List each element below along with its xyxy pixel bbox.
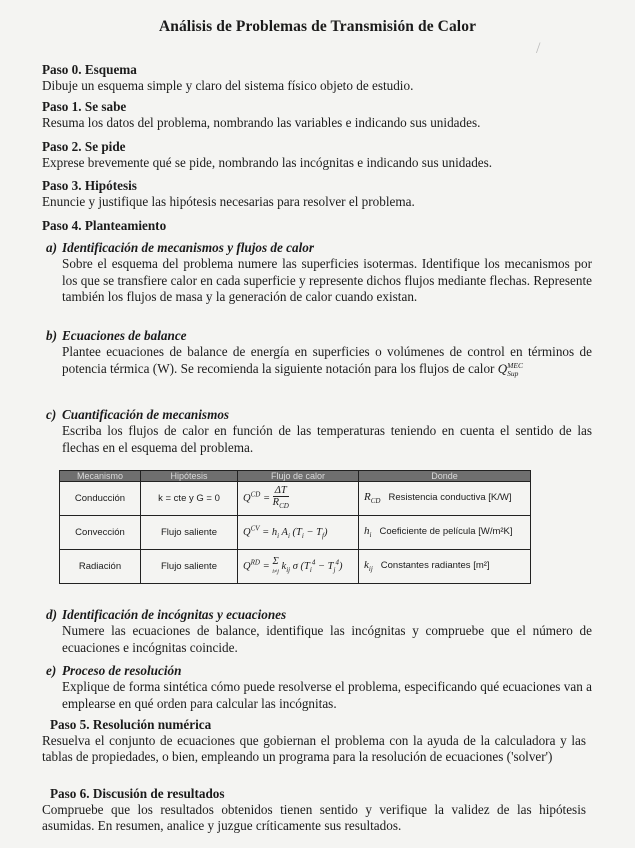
- subsection-d-letter: d): [46, 607, 57, 622]
- section-paso-4: [42, 218, 590, 234]
- subsection-b-heading: Ecuaciones de balance: [62, 328, 187, 343]
- cell-donde: $h_i$ Coeficiente de película [W/m²K]: [359, 516, 531, 550]
- subsection-b: [46, 328, 594, 378]
- table-header: Hipótesis: [141, 471, 238, 482]
- paso-2-text: Exprese brevemente qué se pide, nombrando las incógnitas e indicando sus unidades.: [42, 155, 493, 170]
- table-header: Mecanismo: [60, 471, 141, 482]
- cell-mecanismo: Convección: [60, 516, 141, 550]
- section-paso-1: [42, 99, 590, 131]
- paso-0-heading: Paso 0. Esquema: [42, 62, 137, 77]
- paso-1-text: Resuma los datos del problema, nombrando las variables e indicando sus unidades.: [42, 115, 481, 130]
- cell-mecanismo: Radiación: [60, 550, 141, 584]
- section-paso-3: [42, 178, 590, 210]
- paso-3-text: Enuncie y justifique las hipótesis necesarias para resolver el problema.: [42, 194, 415, 209]
- cell-mecanismo: Conducción: [60, 482, 141, 516]
- cell-hipotesis: Flujo saliente: [141, 550, 238, 584]
- paso-5-heading: Paso 5. Resolución numérica: [50, 717, 212, 732]
- subsection-b-letter: b): [46, 328, 57, 343]
- section-paso-0: [42, 62, 590, 94]
- subsection-a-text: Sobre el esquema del problema numere las superficies isotermas. Identifique los mecanismos por los que se transfiere calor en cada superficie y represente dichos flujos mediante flechas. Represente también los flujos de masa y la generación de calor cuando existan.: [62, 256, 592, 304]
- subsection-a-heading: Identificación de mecanismos y flujos de calor: [62, 240, 315, 255]
- table-row: [60, 482, 531, 516]
- table-row: [60, 516, 531, 550]
- cell-hipotesis: k = cte y G = 0: [141, 482, 238, 516]
- section-paso-5: [42, 717, 594, 765]
- subsection-e-heading: Proceso de resolución: [62, 663, 182, 678]
- cell-formula: $Q^{CV} = h_i$ $A_i$ $(T_i - T_f)$: [238, 516, 359, 550]
- pencil-mark-icon: /: [536, 40, 541, 57]
- paso-3-heading: Paso 3. Hipótesis: [42, 178, 137, 193]
- mechanisms-table: [59, 470, 531, 584]
- subsection-c-text: Escriba los flujos de calor en función de las temperaturas teniendo en cuenta el sentido de las flechas en el esquema del problema.: [62, 423, 592, 455]
- page-title: Análisis de Problemas de Transmisión de Calor: [158, 18, 477, 35]
- table-header: Donde: [359, 471, 531, 482]
- cell-formula: $Q^{RD} = \Sigma$ i≠j $k_{ij}$ σ $(T_i^4 - T_j^4)$: [238, 550, 359, 584]
- subsection-d-text: Numere las ecuaciones de balance, identifique las incógnitas y compruebe que el número de ecuaciones e incógnitas coincide.: [62, 623, 592, 655]
- subsection-d-heading: Identificación de incógnitas y ecuaciones: [62, 607, 287, 622]
- subsection-b-body: Plantee ecuaciones de balance de energía en superficies o volúmenes de control en términos de potencia térmica (W). Se recomienda la siguiente notación para los flujos de calor: [62, 344, 592, 376]
- paso-1-heading: Paso 1. Se sabe: [42, 99, 127, 114]
- table-header-row: [60, 471, 531, 482]
- subsection-e-letter: e): [46, 663, 57, 678]
- cell-hipotesis: Flujo saliente: [141, 516, 238, 550]
- subsection-e-text: Explique de forma sintética cómo puede resolverse el problema, especificando qué ecuaciones van a emplearse en qué orden para calcular las incógnitas.: [62, 679, 592, 711]
- section-paso-2: [42, 139, 590, 171]
- paso-6-heading: Paso 6. Discusión de resultados: [50, 786, 225, 801]
- paso-6-text: Compruebe que los resultados obtenidos tienen sentido y verifique la validez de las hipótesis asumidas. En resumen, analice y juzgue críticamente sus resultados.: [42, 802, 586, 833]
- heat-flux-notation: Q MEC Sup: [497, 360, 523, 378]
- subsection-c: [46, 407, 594, 456]
- subsection-a: [46, 240, 594, 306]
- subsection-e: [46, 663, 594, 712]
- section-paso-6: [42, 786, 594, 834]
- cell-formula: $Q^{CD}$ = $\frac{\Delta T}{R_{CD}}$: [238, 482, 359, 516]
- subsection-c-letter: c): [46, 407, 57, 422]
- subsection-d: [46, 607, 594, 656]
- subsection-c-heading: Cuantificación de mecanismos: [62, 407, 230, 422]
- subsection-a-letter: a): [46, 240, 57, 255]
- paso-2-heading: Paso 2. Se pide: [42, 139, 126, 154]
- subsection-b-text: [62, 344, 592, 378]
- paso-0-text: Dibuje un esquema simple y claro del sistema físico objeto de estudio.: [42, 78, 414, 93]
- paso-4-heading: Paso 4. Planteamiento: [42, 218, 167, 233]
- table-header: Flujo de calor: [238, 471, 359, 482]
- paso-5-text: Resuelva el conjunto de ecuaciones que gobiernan el problema con la ayuda de la calculadora y las tablas de propiedades, o bien, empleando un programa para la resolución de ecuaciones ('solver'): [42, 733, 586, 764]
- table-row: [60, 550, 531, 584]
- cell-donde: $R_{CD}$ Resistencia conductiva [K/W]: [359, 482, 531, 516]
- cell-donde: $k_{ij}$ Constantes radiantes [m²]: [359, 550, 531, 584]
